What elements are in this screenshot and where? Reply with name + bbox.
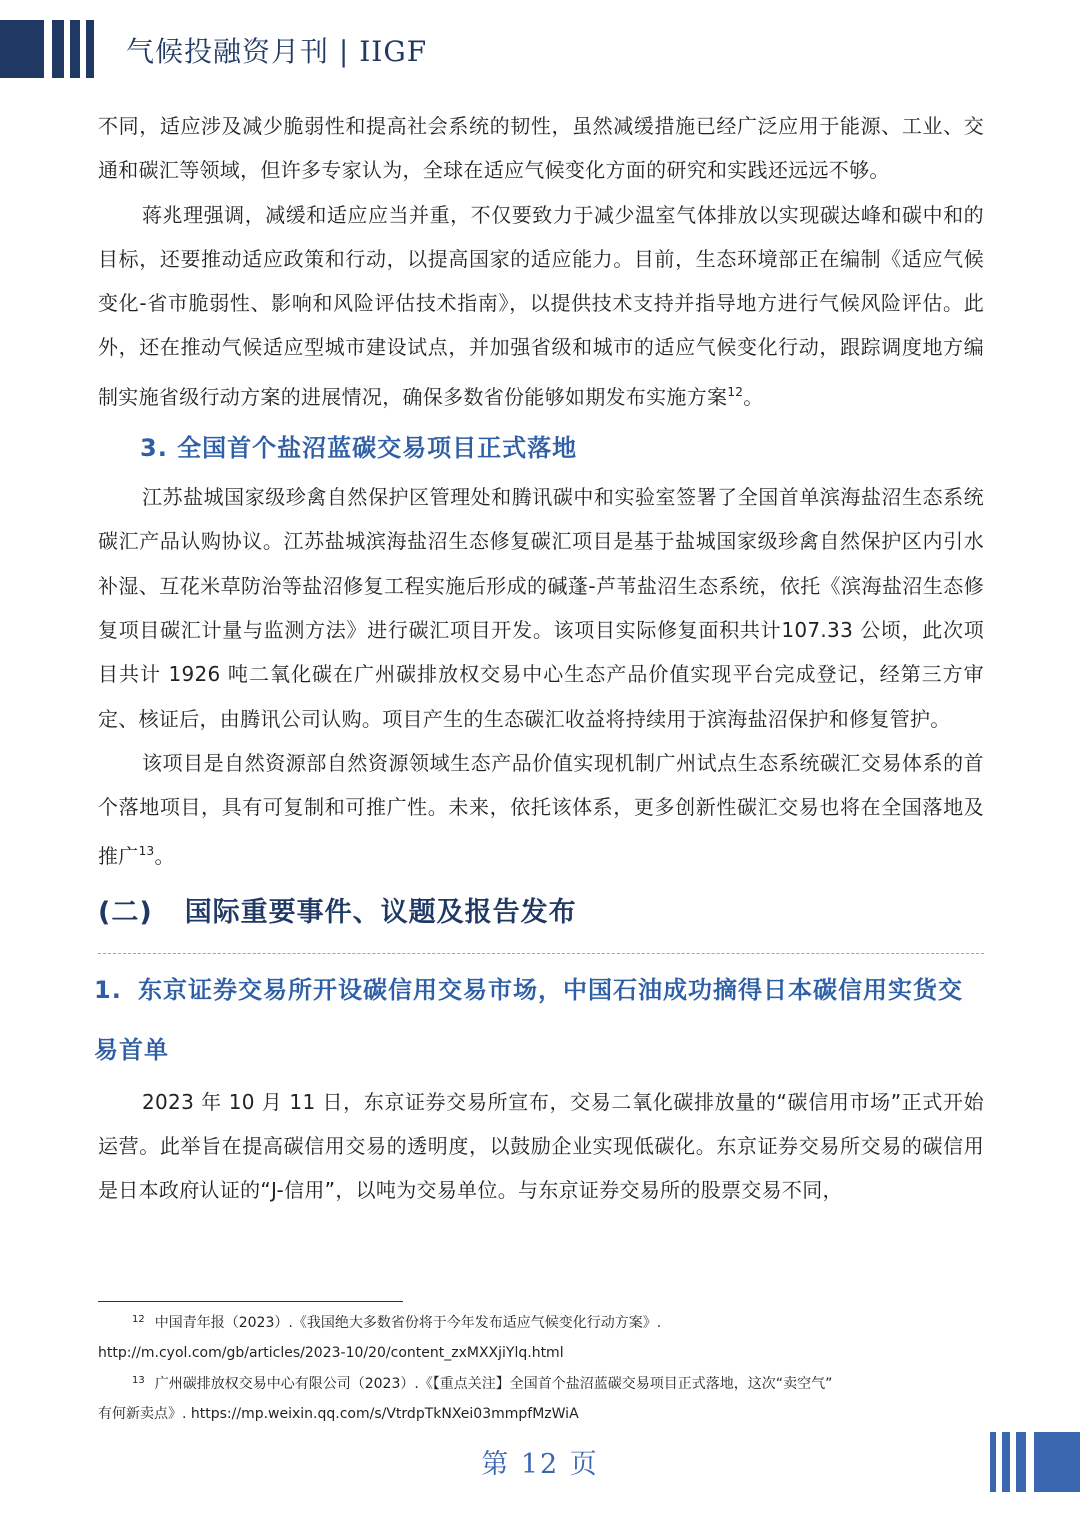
footnote-ref-12[interactable]: 12 [727,384,744,399]
paragraph-4: 该项目是自然资源部自然资源领域生态产品价值实现机制广州试点生态系统碳汇交易体系的首个落地项目，具有可复制和可推广性。未来，依托该体系，更多创新性碳汇交易也将在全国落地及推广$^{13}$。 [98,750,984,869]
section-heading-3: 3. 全国首个盐沼蓝碳交易项目正式落地 [140,434,578,463]
footnote-12-link[interactable]: http://m.cyol.com/gb/articles/2023-10/20/content_zxMXXjiYlq.html [98,1345,564,1361]
paragraph-5: 2023 年 10 月 11 日，东京证券交易所宣布，交易二氧化碳排放量的“碳信用市场”正式开始运营。此举旨在提高碳信用交易的透明度，以鼓励企业实现低碳化。东京证券交易所交易的碳信用是日本政府认证的“J-信用”，以吨为交易单位。与东京证券交易所的股票交易不同， [98,1089,984,1203]
footnote-separator [98,1301,403,1302]
header-title: 气候投融资月刊 | IIGF [126,35,428,68]
footnote-13-link[interactable]: 有何新卖点》. https://mp.weixin.qq.com/s/VtrdpTkNXei03mmpfMzWiA [98,1406,579,1422]
footnote-ref-13[interactable]: 13 [138,844,155,859]
footnote-13: $^{13}$ 广州碳排放权交易中心有限公司（2023）.《【重点关注】全国首个盐沼蓝碳交易项目正式落地，这次“卖空气” 有何新卖点》. https://mp.weixin.qq.com/s/VtrdpTkNXei03mmpfMzWiA [98,1366,978,1429]
section-divider [98,953,984,954]
section-heading-international [98,887,984,939]
subsection-heading-1: 1. 东京证券交易所开设碳信用交易市场，中国石油成功摘得日本碳信用实货交易首单 [94,975,963,1064]
paragraph-3: 江苏盐城国家级珍禽自然保护区管理处和腾讯碳中和实验室签署了全国首单滨海盐沼生态系统碳汇产品认购协议。江苏盐城滨海盐沼生态修复碳汇项目是基于盐城国家级珍禽自然保护区内引水补湿、互花米草防治等盐沼修复工程实施后形成的碱蓬-芦苇盐沼生态系统，依托《滨海盐沼生态修复项目碳汇计量与监测方法》进行碳汇项目开发。该项目实际修复面积共计107.33 公顷，此次项目共计 1926 吨二氧化碳在广州碳排放权交易中心生态产品价值实现平台完成登记，经第三方审定、核证后，由腾讯公司认购。项目产生的生态碳汇收益将持续用于滨海盐沼保护和修复管护。 [98,485,984,731]
footer-decoration-bars [986,1432,1080,1492]
page-number: 第 12 页 [481,1449,599,1480]
paragraph-1: 不同，适应涉及减少脆弱性和提高社会系统的韧性，虽然减缓措施已经广泛应用于能源、工业、交通和碳汇等领域，但许多专家认为，全球在适应气候变化方面的研究和实践还远远不够。 [98,114,984,183]
paragraph-2: 蒋兆理强调，减缓和适应应当并重，不仅要致力于减少温室气体排放以实现碳达峰和碳中和的目标，还要推动适应政策和行动，以提高国家的适应能力。目前，生态环境部正在编制《适应气候变化-省市脆弱性、影响和风险评估技术指南》，以提供技术支持并指导地方进行气候风险评估。此外，还在推动气候适应型城市建设试点，并加强省级和城市的适应气候变化行动，跟踪调度地方编制实施省级行动方案的进展情况，确保多数省份能够如期发布实施方案$^{12}$。 [98,202,984,409]
section-title: 国际重要事件、议题及报告发布 [184,896,577,928]
section-number: (二) [98,896,153,928]
header-decoration-bars [0,20,100,78]
main-content [94,104,984,1213]
footnote-12: $^{12}$ 中国青年报（2023）.《我国绝大多数省份将于今年发布适应气候变化行动方案》. http://m.cyol.com/gb/articles/2023-10/20/content_zxMXXjiYlq.html [98,1305,978,1368]
